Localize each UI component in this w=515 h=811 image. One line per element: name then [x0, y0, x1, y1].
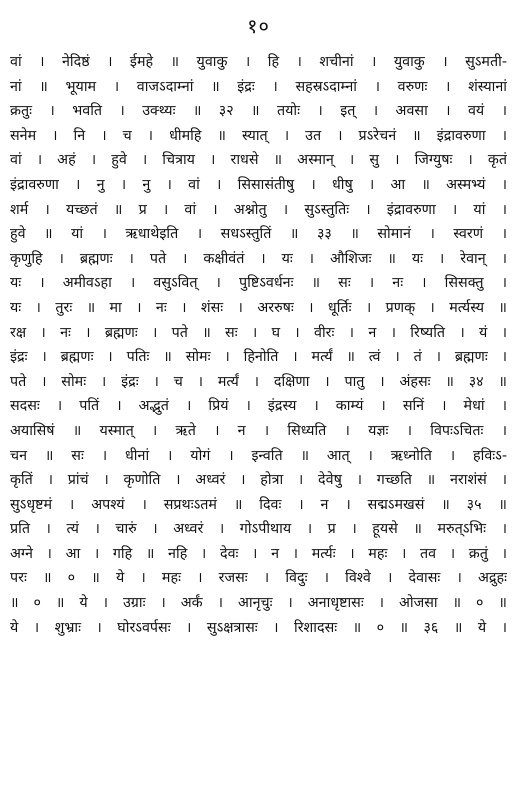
text-line: ॥ ० ॥ ये । उग्राः । अर्कं । आनृचुः । अनाधृष्टासः । ओजसा ॥ ० ॥: [10, 595, 507, 612]
text-line: हुवे ॥ यां । ऋधाथेइति । सधऽस्तुतिं ॥ ३३ ॥ सोमानं । स्वरणं ।: [10, 226, 507, 243]
text-line: कृणुहि । ब्रह्मणः । पते । कक्षीवंतं । यः । औशिजः ॥ यः । रेवान् ।: [10, 250, 507, 267]
text-line: अग्ने । आ । गहि ॥ नहि । देवः । न । मर्त्यः । महः । तव । क्रतुं ।: [10, 545, 507, 562]
text-line: प्रति । त्यं । चारुं । अध्वरं । गोऽपीथाय । प्र । हूयसे ॥ मरुत्ऽभिः ।: [10, 521, 507, 538]
text-line: इंद्रावरुणा । नु । नु । वां । सिसासंतीषु । धीषु । आ ॥ अस्मभ्यं ।: [10, 176, 507, 193]
text-line: रक्ष । नः । ब्रह्मणः । पते ॥ सः । घ । वीरः । न । रिष्यति । यं ।: [10, 324, 507, 341]
text-line: यः । तुरः ॥ मा । नः । शंसः । अररुषः । धूर्तिः । प्रणक् । मर्त्यस्य ॥: [10, 299, 507, 316]
text-line: शर्म । यच्छतं ॥ प्र । वां । अश्नोतु । सुऽस्तुतिः । इंद्रावरुणा । यां ।: [10, 201, 507, 218]
text-line: क्रतुः । भवति । उक्थ्यः ॥ ३२ ॥ तयोः । इत् । अवसा । वयं ।: [10, 103, 507, 120]
text-line: चन ॥ सः । धीनां । योगं । इन्वति ॥ आत् । ऋध्नोति । हविःऽ-: [10, 447, 507, 464]
page-number: १०: [247, 14, 270, 38]
text-line: नां ॥ भूयाम । वाजऽदाम्नां ॥ इंद्रः । सहस्रऽदाम्नां । वरुणः । शंस्यानां: [10, 78, 507, 95]
text-line: पते । सोमः । इंद्रः । च । मर्त्यं । दक्षिणा । पातु । अंहसः ॥ ३४ ॥: [10, 373, 507, 390]
text-line: कृतिं । प्रांचं । कृणोति । अध्वरं । होत्रा । देवेषु । गच्छति ॥ नराशंसं ।: [10, 472, 507, 489]
text-line: परः ॥ ० ॥ ये । महः । रजसः । विदुः । विश्वे । देवासः । अद्रुहः: [10, 570, 507, 587]
text-line: यः । अमीवऽहा । वसुऽवित् । पुष्टिऽवर्धनः ॥ सः । नः । सिसक्तु ।: [10, 275, 507, 292]
text-line: वां । नेदिष्ठं । ईमहे ॥ युवाकु । हि । शचीनां । युवाकु । सुऽमती-: [10, 54, 507, 70]
text-line: अयासिषं ॥ यस्मात् । ऋते । न । सिध्यति । यज्ञः । विपःऽचितः ।: [10, 422, 507, 439]
verse-text-block: [10, 50, 507, 640]
text-line: वां । अहं । हुवे । चित्राय । राधसे ॥ अस्मान् । सु । जिग्युषः । कृतं: [10, 152, 507, 169]
text-line: ये । शुभ्राः । घोरऽवर्पसः । सुऽक्षत्रासः । रिशादसः ॥ ० ॥ ३६ ॥ ये ।: [10, 619, 507, 636]
text-line: इंद्रः । ब्रह्मणः । पतिः ॥ सोमः । हिनोति । मर्त्यं ॥ त्वं । तं । ब्रह्मणः ।: [10, 349, 507, 366]
text-line: सुऽधृष्टमं । अपश्यं । सप्रथःऽतमं ॥ दिवः । न । सद्मऽमखसं ॥ ३५ ॥: [10, 496, 507, 513]
text-line: सनेम । नि । च । धीमहि ॥ स्यात् । उत । प्रऽरेचनं ॥ इंद्रावरुणा ।: [10, 127, 507, 144]
text-line: सदसः । पतिं । अद्भुतं । प्रियं । इंद्रस्य । काम्यं । सनिं । मेधां ।: [10, 398, 507, 415]
